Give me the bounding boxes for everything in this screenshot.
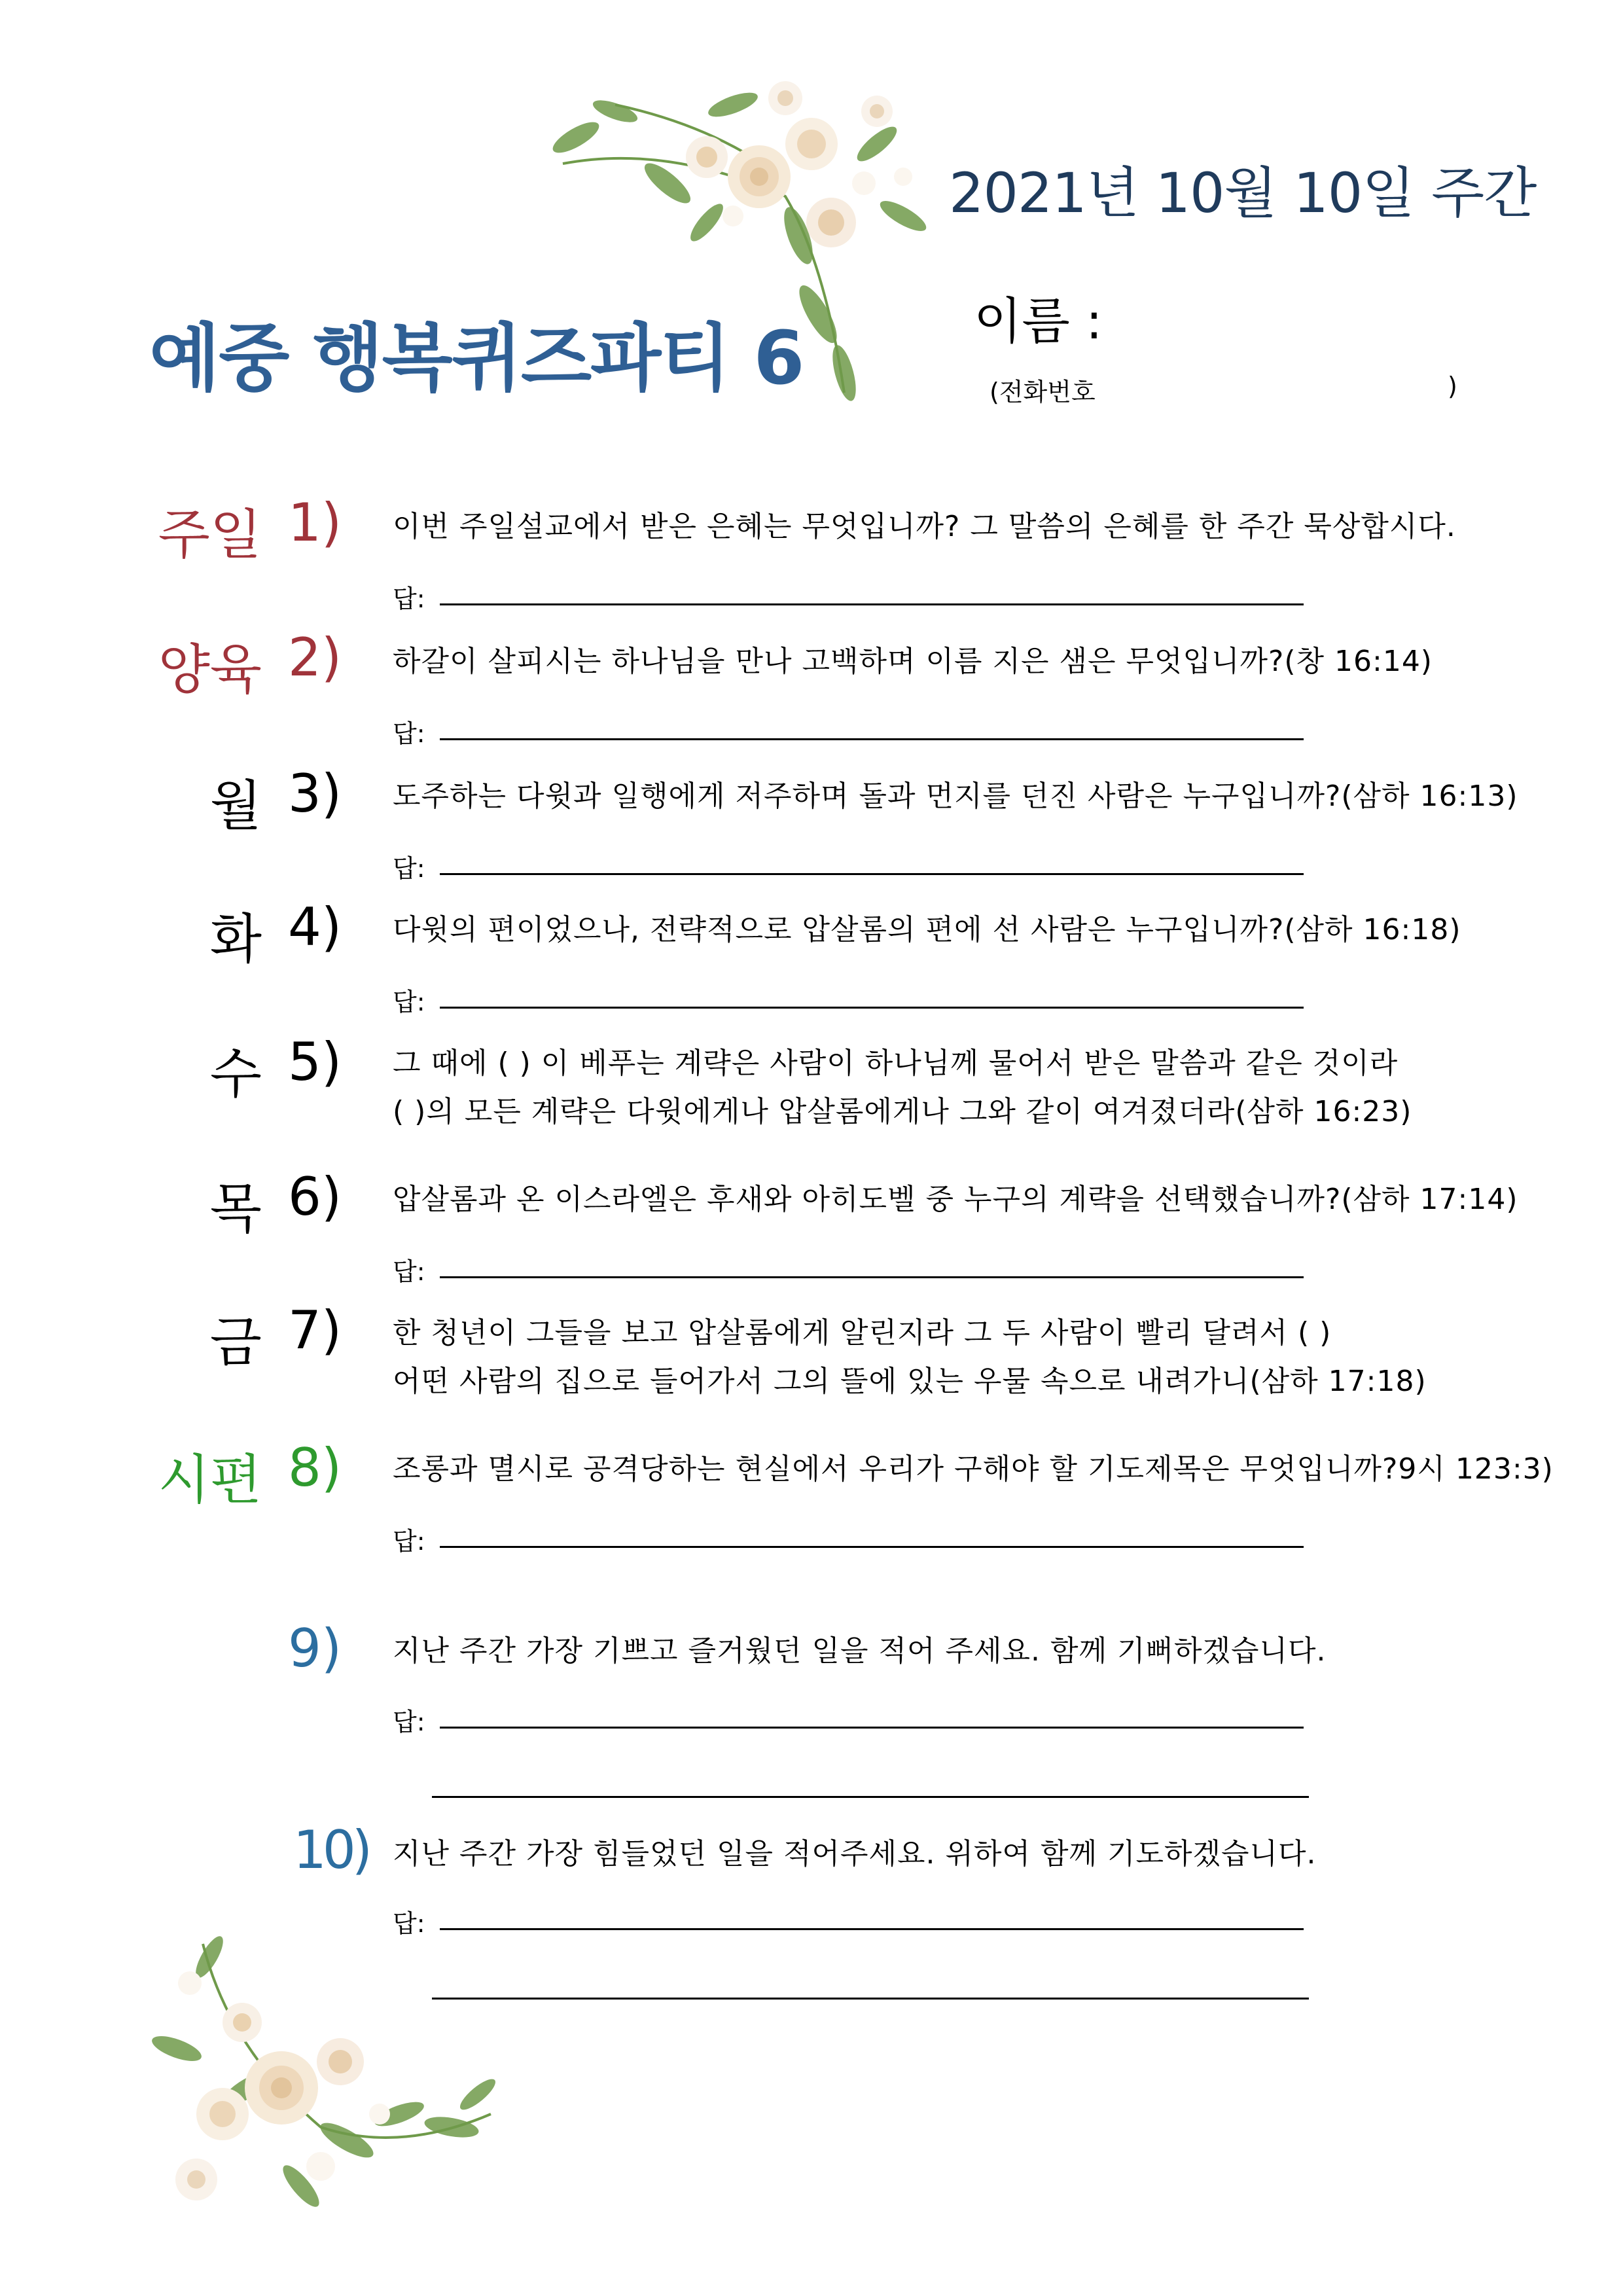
- question-number: 2): [288, 627, 342, 688]
- answer-line[interactable]: [440, 1727, 1304, 1729]
- question-number: 10): [293, 1820, 369, 1880]
- answer-line-2[interactable]: [432, 1796, 1309, 1798]
- answer-line[interactable]: [440, 873, 1304, 875]
- day-label: 주일: [158, 504, 262, 566]
- answer-label: 답:: [393, 1527, 425, 1556]
- question-number: 4): [288, 897, 342, 958]
- question-text: 도주하는 다윗과 일행에게 저주하며 돌과 먼지를 던진 사람은 누구입니까?(삼하 16:13): [393, 780, 1518, 813]
- day-label: 목: [209, 1178, 262, 1240]
- question-text: 한 청년이 그들을 보고 압살롬에게 알린지라 그 두 사람이 빨리 달려서 ( ): [393, 1316, 1332, 1350]
- phone-label: (전화번호: [990, 378, 1096, 406]
- answer-label: 답:: [393, 854, 425, 883]
- page-title: 예중 행복퀴즈파티 6: [149, 316, 804, 401]
- question-text: 압살롬과 온 이스라엘은 후새와 아히도벨 중 누구의 계략을 선택했습니까?(삼하 17:14): [393, 1183, 1518, 1216]
- answer-line[interactable]: [440, 1546, 1304, 1548]
- answer-label: 답:: [393, 1708, 425, 1736]
- answer-line[interactable]: [440, 1276, 1304, 1278]
- question-number: 5): [288, 1031, 342, 1092]
- day-label: 양육: [158, 639, 262, 701]
- week-date: 2021년 10월 10일 주간: [949, 161, 1537, 225]
- question-number: 7): [288, 1300, 342, 1361]
- question-number: 8): [288, 1437, 342, 1498]
- phone-close: ): [1448, 372, 1457, 401]
- answer-line[interactable]: [440, 603, 1304, 605]
- question-number: 9): [288, 1618, 342, 1679]
- question-text: 다윗의 편이었으나, 전략적으로 압살롬의 편에 선 사람은 누구입니까?(삼하 16:18): [393, 913, 1461, 946]
- answer-line[interactable]: [440, 738, 1304, 740]
- question-text-line-2: ( )의 모든 계략은 다윗에게나 압살롬에게나 그와 같이 여겨졌더라(삼하 16:23): [393, 1095, 1412, 1128]
- day-label: 화: [209, 908, 262, 971]
- answer-label: 답:: [393, 1909, 425, 1938]
- question-number: 6): [288, 1166, 342, 1227]
- question-text: 이번 주일설교에서 받은 은혜는 무엇입니까? 그 말씀의 은혜를 한 주간 묵상합시다.: [393, 510, 1456, 543]
- answer-label: 답:: [393, 719, 425, 748]
- name-label: 이름 :: [974, 292, 1103, 350]
- day-label: 월: [209, 775, 262, 837]
- day-label: 시편: [158, 1449, 262, 1511]
- day-label: 금: [209, 1312, 262, 1374]
- question-number: 3): [288, 763, 342, 824]
- answer-line-2[interactable]: [432, 1998, 1309, 2000]
- answer-label: 답:: [393, 584, 425, 613]
- question-text: 지난 주간 가장 힘들었던 일을 적어주세요. 위하여 함께 기도하겠습니다.: [393, 1837, 1317, 1871]
- question-text-line-2: 어떤 사람의 집으로 들어가서 그의 뜰에 있는 우물 속으로 내려가니(삼하 17:18): [393, 1365, 1427, 1398]
- day-label: 수: [209, 1043, 262, 1105]
- flower-corner-bottom: [151, 1918, 517, 2232]
- question-text: 지난 주간 가장 기쁘고 즐거웠던 일을 적어 주세요. 함께 기뻐하겠습니다.: [393, 1634, 1327, 1668]
- question-text: 그 때에 ( ) 이 베푸는 계략은 사람이 하나님께 물어서 받은 말씀과 같은 것이라: [393, 1047, 1399, 1080]
- answer-label: 답:: [393, 1257, 425, 1286]
- answer-label: 답:: [393, 988, 425, 1016]
- question-text: 조롱과 멸시로 공격당하는 현실에서 우리가 구해야 할 기도제목은 무엇입니까?9시 123:3): [393, 1452, 1554, 1486]
- question-number: 1): [288, 492, 342, 553]
- answer-line[interactable]: [440, 1928, 1304, 1930]
- question-text: 하갈이 살피시는 하나님을 만나 고백하며 이름 지은 샘은 무엇입니까?(창 16:14): [393, 645, 1433, 678]
- answer-line[interactable]: [440, 1007, 1304, 1009]
